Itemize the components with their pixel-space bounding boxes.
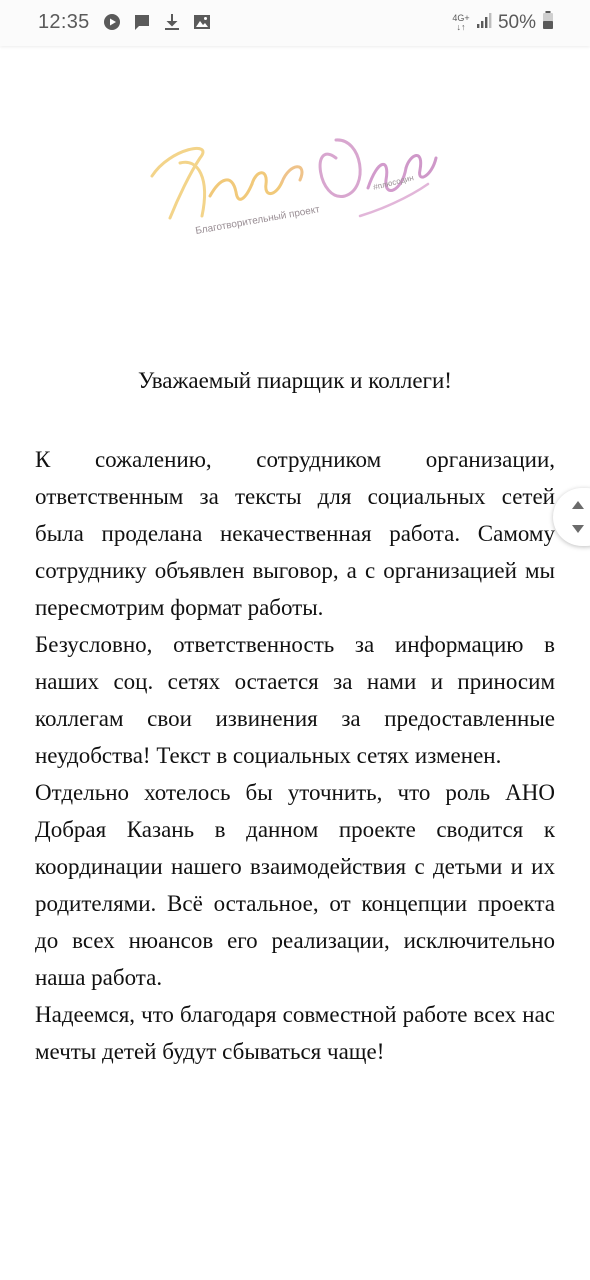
letter-body bbox=[35, 441, 555, 1070]
signal-strength-icon bbox=[476, 11, 492, 34]
gallery-image-icon bbox=[192, 12, 212, 32]
letter-paragraph: Безусловно, ответственность за информацию в наших соц. сетях остается за нами и приносим коллегам свои извинения за предоставленные неудобства! Текст в социальных сетях изменен. bbox=[35, 632, 555, 768]
scroll-handle[interactable] bbox=[553, 488, 590, 546]
youtube-play-icon bbox=[102, 12, 122, 32]
battery-percent: 50% bbox=[497, 11, 536, 33]
network-type-label: 4G+ bbox=[452, 12, 470, 23]
status-bar bbox=[0, 0, 590, 46]
svg-text:Благотворительный проект: Благотворительный проект bbox=[194, 204, 321, 237]
battery-icon bbox=[542, 10, 554, 35]
download-icon bbox=[162, 12, 182, 32]
letter-paragraph: Надеемся, что благодаря совместной работе всех нас мечты детей будут сбываться чаще! bbox=[35, 1002, 555, 1064]
letter-paragraph: К сожалению, сотрудником организации, ответственным за тексты для социальных сетей была проделана некачественная работа. Самому сотруднику объявлен выговор, а с организацией мы пересмотрим формат работы. bbox=[35, 447, 555, 620]
scroll-arrows-icon bbox=[553, 488, 590, 546]
plus-odin-logo bbox=[140, 118, 440, 238]
notification-icons bbox=[102, 12, 212, 32]
letter-greeting: Уважаемый пиарщик и коллеги! bbox=[138, 368, 452, 393]
letter-paragraph: Отдельно хотелось бы уточнить, что роль АНО Добрая Казань в данном проекте сводится к координации нашего взаимодействия с детьми и их родителями. Всё остальное, от концепции проекта до всех нюансов его реализации, исключительно наша работа. bbox=[35, 780, 555, 990]
svg-text:#плюсодин: #плюсодин bbox=[372, 173, 415, 192]
status-time: 12:35 bbox=[38, 11, 90, 33]
status-right-group bbox=[452, 10, 554, 35]
chat-message-icon bbox=[132, 12, 152, 32]
network-4g-icon: 4G+ ↓↑ bbox=[452, 12, 470, 32]
